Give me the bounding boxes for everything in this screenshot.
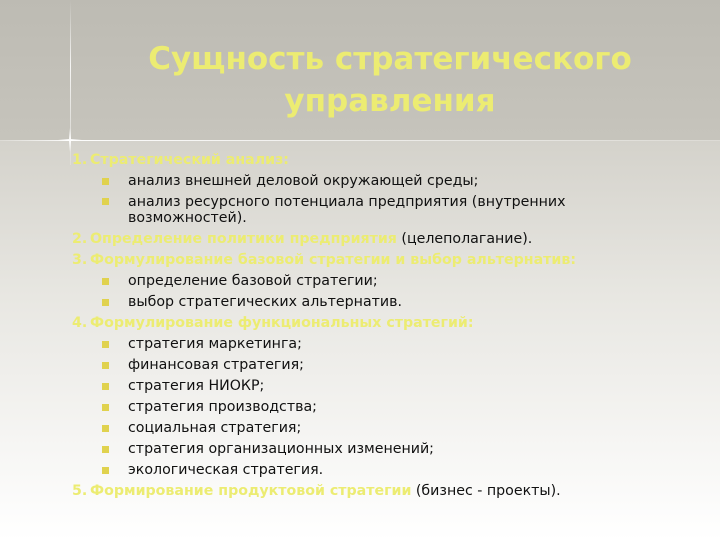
square-bullet-icon: [102, 383, 109, 390]
item-suffix: (целеполагание).: [396, 231, 533, 247]
item-number: 1.: [72, 152, 88, 168]
square-bullet-icon: [102, 404, 109, 411]
item-number: 4.: [72, 315, 88, 331]
sub-item: [72, 439, 712, 460]
sub-item-text: стратегия НИОКР;: [128, 378, 265, 394]
square-bullet-icon: [102, 362, 109, 369]
item-number: 3.: [72, 252, 88, 268]
sub-item-text: стратегия организационных изменений;: [128, 441, 434, 457]
square-bullet-icon: [102, 178, 109, 185]
sub-item: [72, 418, 712, 439]
title-line-1: Сущность стратегического: [148, 41, 632, 77]
square-bullet-icon: [102, 198, 109, 205]
item-number: 5.: [72, 483, 88, 499]
sub-item-text: стратегия производства;: [128, 399, 317, 415]
sub-item: [72, 355, 712, 376]
item-heading: Формирование продуктовой стратегии: [90, 483, 412, 499]
sub-item-text: финансовая стратегия;: [128, 357, 304, 373]
list-item-1: [72, 150, 712, 171]
sub-item-text: определение базовой стратегии;: [128, 273, 378, 289]
sub-item: [72, 376, 712, 397]
item-heading: Определение политики предприятия: [90, 231, 397, 247]
item-number: 2.: [72, 231, 88, 247]
sub-item-text: экологическая стратегия.: [128, 462, 324, 478]
square-bullet-icon: [102, 341, 109, 348]
list-item-2: [72, 229, 712, 250]
square-bullet-icon: [102, 425, 109, 432]
square-bullet-icon: [102, 299, 109, 306]
sub-item-text: анализ ресурсного потенциала предприятия (внутренних возможностей).: [128, 194, 566, 226]
sparkle-icon: [58, 128, 82, 152]
decorative-horizontal-line: [0, 140, 720, 141]
item-heading: Формулирование функциональных стратегий:: [90, 315, 474, 331]
sub-item: [72, 271, 712, 292]
sub-item: [72, 292, 712, 313]
list-item-3: [72, 250, 712, 271]
list-item-4: [72, 313, 712, 334]
sub-item: [72, 334, 712, 355]
item-heading: Стратегический анализ:: [90, 152, 289, 168]
slide-title: [90, 38, 690, 122]
title-line-2: управления: [284, 83, 496, 119]
item-heading: Формулирование базовой стратегии и выбор альтернатив:: [90, 252, 576, 268]
square-bullet-icon: [102, 278, 109, 285]
sub-item-text: социальная стратегия;: [128, 420, 302, 436]
sub-item-text: стратегия маркетинга;: [128, 336, 302, 352]
sub-item: [72, 397, 712, 418]
sub-item: [72, 192, 712, 229]
item-suffix: (бизнес - проекты).: [411, 483, 561, 499]
sub-item-text: выбор стратегических альтернатив.: [128, 294, 402, 310]
list-item-5: [72, 481, 712, 502]
sub-item-text: анализ внешней деловой окружающей среды;: [128, 173, 479, 189]
square-bullet-icon: [102, 467, 109, 474]
slide-content: [72, 150, 712, 502]
sub-item: [72, 171, 712, 192]
sub-item: [72, 460, 712, 481]
square-bullet-icon: [102, 446, 109, 453]
